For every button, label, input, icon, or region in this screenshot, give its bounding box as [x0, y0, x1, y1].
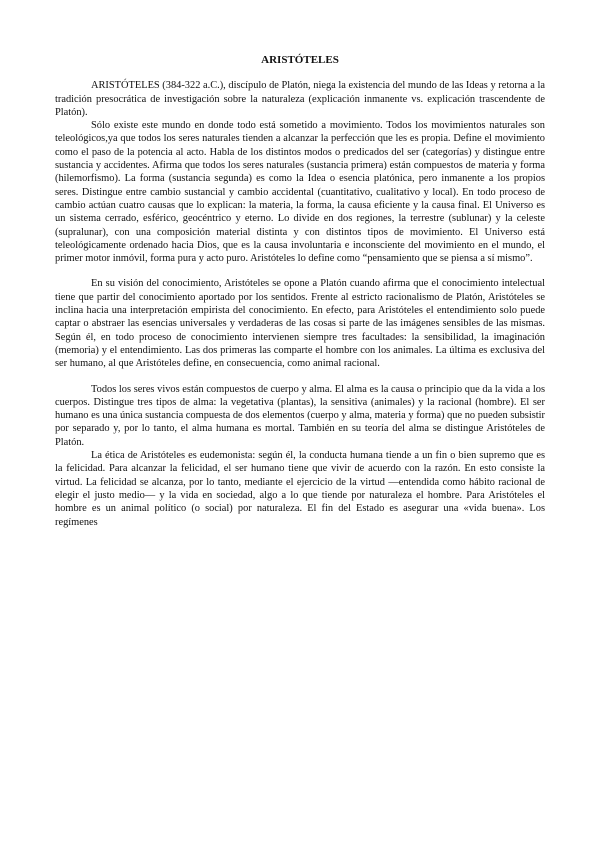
paragraph-soul: Todos los seres vivos están compuestos de cuerpo y alma. El alma es la causa o principio que da la vida a los cuerpos. Distingue tres tipos de alma: la vegetativa (plantas), la sensitiva (animales) y la racional (hombre). El ser humano es una única sustancia compuesta de dos elementos (cuerpo y alma, materia y forma) que no pueden subsistir por separado y, por lo tanto, el alma humana es mortal. También en su teoría del alma se distingue Aristóteles de Platón. — [55, 383, 545, 448]
document-page — [55, 54, 545, 529]
document-title: ARISTÓTELES — [261, 54, 339, 66]
paragraph-metaphysics: Sólo existe este mundo en donde todo está sometido a movimiento. Todos los movimientos naturales son teleológicos,ya que todos los seres naturales tienden a alcanzar la perfección que les es propia. Define el movimiento como el paso de la potencia al acto. Habla de los distintos modos o predicados del ser (categorías) y distingue entre sustancia y accidentes. Afirma que todos los seres naturales (sustancia primera) están compuestos de materia y forma (hilemorfismo). La forma (sustancia segunda) es como la Idea o esencia platónica, pero inmanente a los propios seres. Distingue entre cambio sustancial y cambio accidental (cuantitativo, cualitativo y local). En todo proceso de cambio actúan cuatro causas que lo explican: la materia, la forma, la causa eficiente y la causa final. El Universo es un sistema cerrado, esférico, geocéntrico y eterno. Lo divide en dos regiones, la terrestre (sublunar) y la celeste (supralunar), con una composición material distinta y con distintos tipos de movimiento. El Universo está teleológicamente ordenado hacia Dios, que es la causa involuntaria e inconsciente del movimiento en el mundo, el primer motor inmóvil, forma pura y acto puro. Aristóteles lo define como “pensamiento que se piensa a sí mismo”. — [55, 120, 545, 265]
paragraph-intro: ARISTÓTELES (384-322 a.C.), discípulo de Platón, niega la existencia del mundo de las Ideas y retorna a la tradición presocrática de investigación sobre la naturaleza (explicación inmanente vs. explicación trascendente de Platón). — [55, 80, 545, 118]
paragraph-ethics: La ética de Aristóteles es eudemonista: según él, la conducta humana tiende a un fin o bien supremo que es la felicidad. Para alcanzar la felicidad, el ser humano tiene que vivir de acuerdo con la razón. En esto consiste la virtud. La felicidad se alcanza, por lo tanto, mediante el ejercicio de la virtud —entendida como hábito racional de elegir el justo medio— y la vida en sociedad, algo a lo que tiende por naturaleza el hombre. Para Aristóteles el hombre es un animal político (o social) por naturaleza. El fin del Estado es asegurar una «vida buena». Los regímenes — [55, 450, 545, 528]
paragraph-knowledge: En su visión del conocimiento, Aristóteles se opone a Platón cuando afirma que el conocimiento intelectual tiene que partir del conocimiento aportado por los sentidos. Frente al estricto racionalismo de Platón, Aristóteles se inclina hacia una interpretación empirista del conocimiento. En efecto, para Aristóteles el entendimiento solo puede captar o abstraer las esencias universales y verdaderas de las cosas si parte de las imágenes sensibles de las mismas. Según él, en todo proceso de conocimiento intervienen siempre tres facultades: la sensibilidad, la imaginación (memoria) y el entendimiento. Las dos primeras las comparte el hombre con los animales. La última es exclusiva del ser humano, al que Aristóteles define, en consecuencia, como animal racional. — [55, 278, 545, 370]
